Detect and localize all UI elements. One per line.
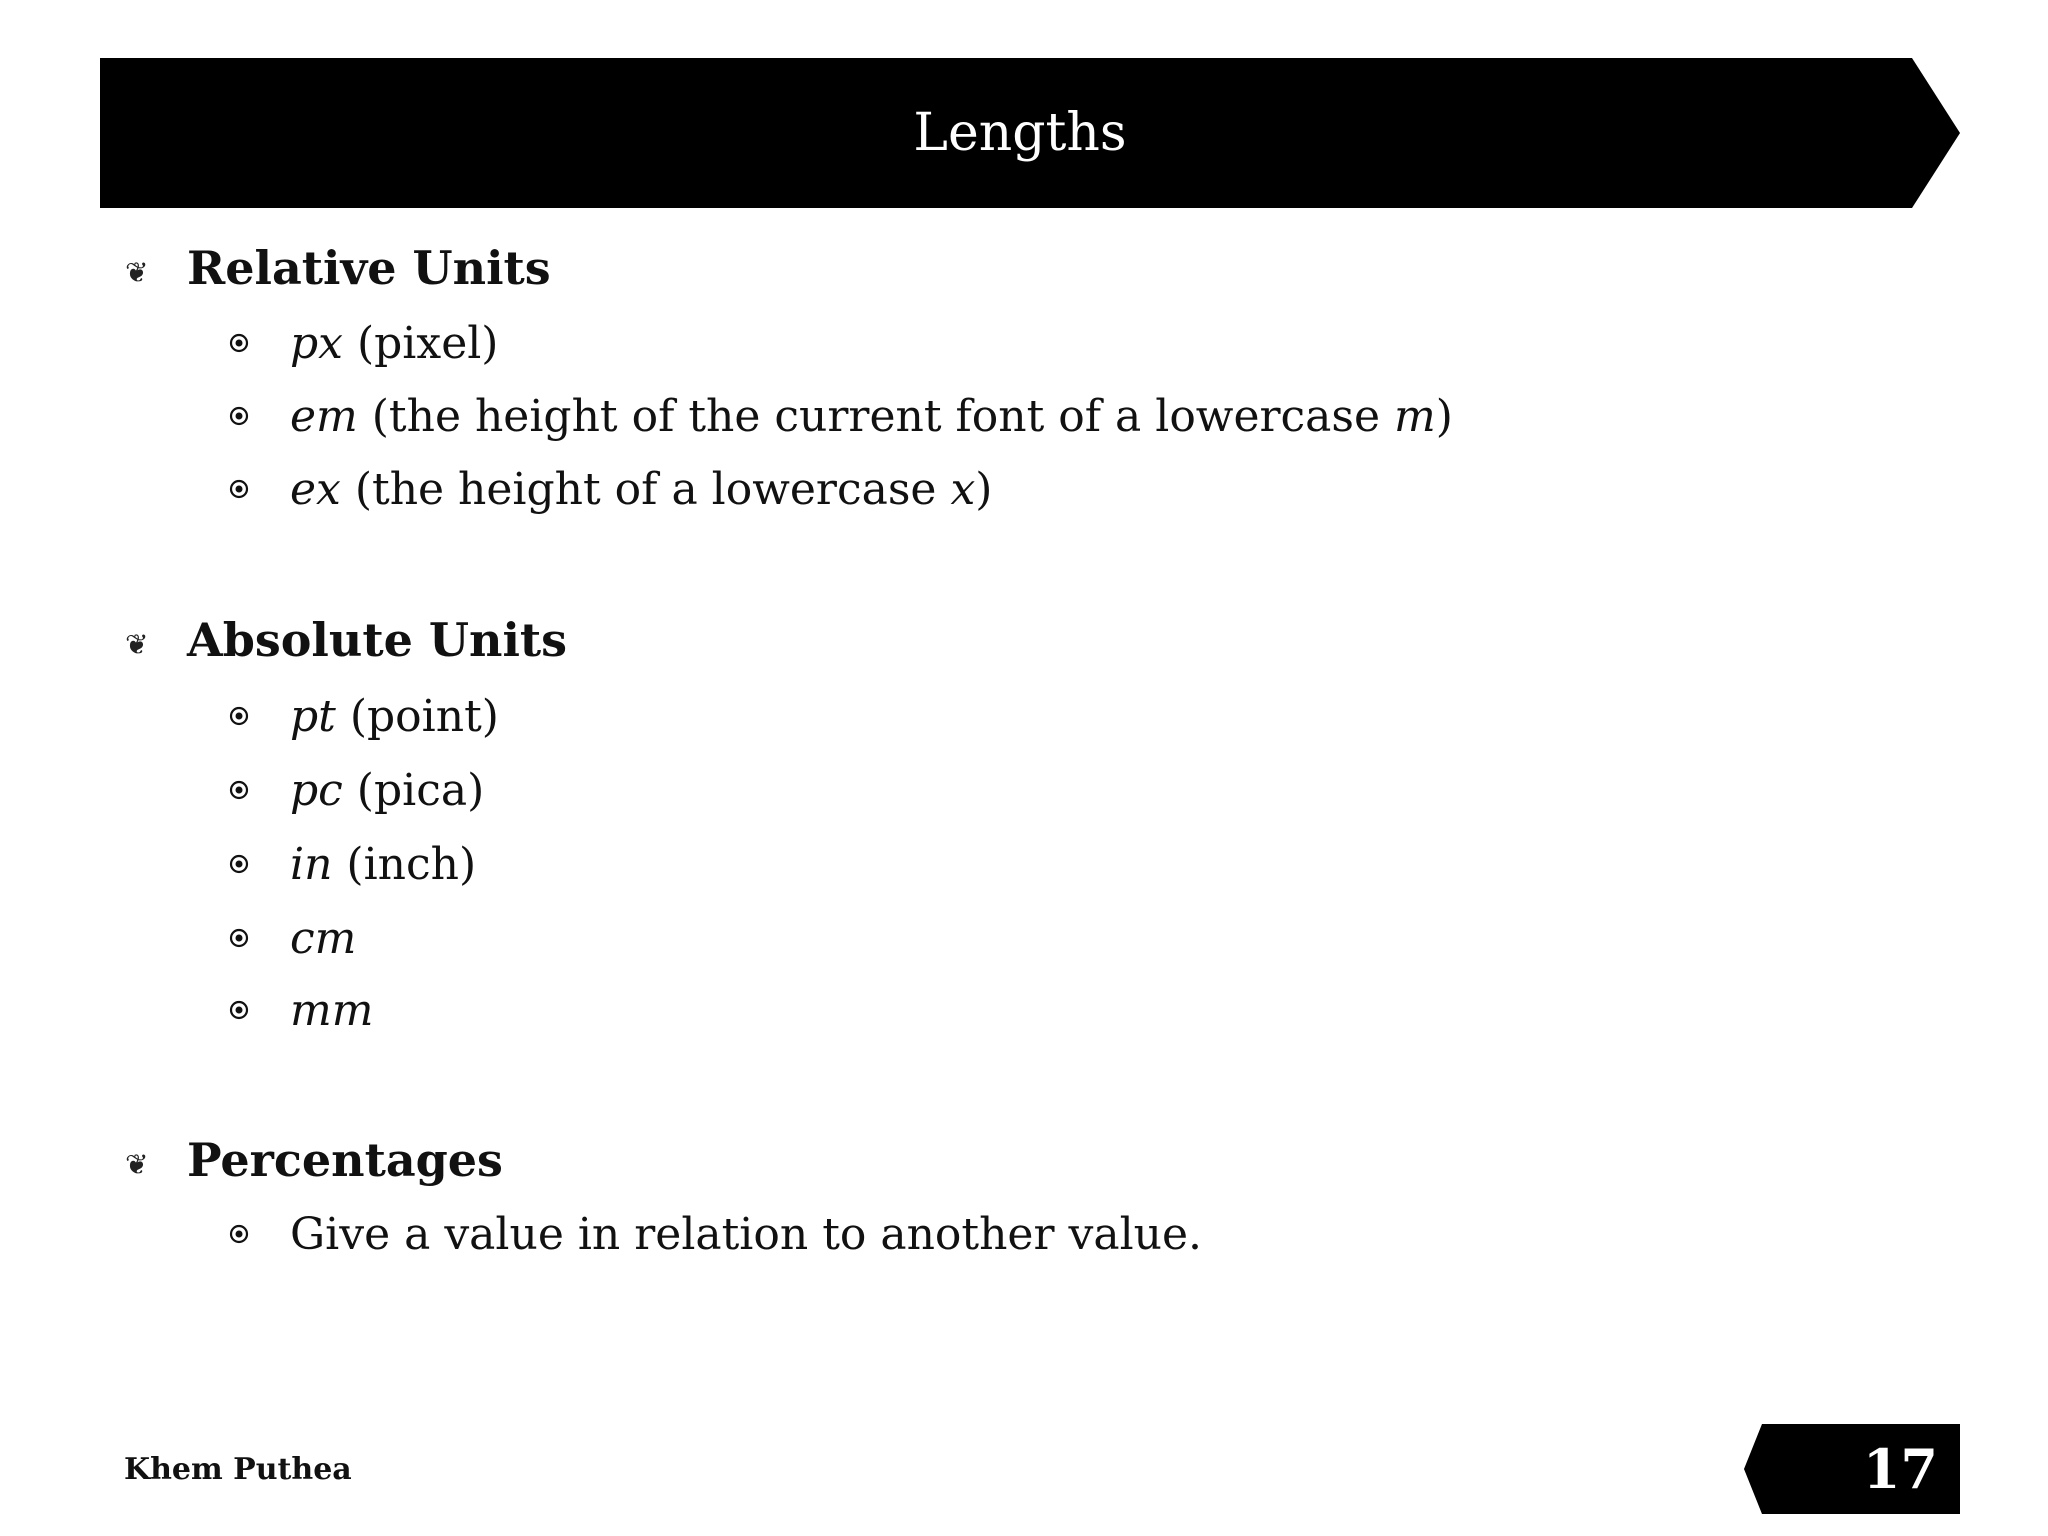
concentric-circle-bullet-icon: [228, 853, 250, 875]
list-item-text: px (pixel): [290, 317, 499, 369]
section-heading-percentages: [125, 1130, 503, 1190]
fleuron-bullet-icon: ❦: [125, 255, 149, 289]
page-number: 17: [1862, 1437, 1938, 1501]
list-item-text: pc (pica): [290, 764, 485, 816]
fleuron-bullet-icon: ❦: [125, 627, 149, 661]
section-heading-relative-units: [125, 238, 551, 298]
list-item: [228, 388, 1453, 444]
list-item-text: cm: [290, 912, 357, 964]
section-heading-label: Absolute Units: [187, 613, 568, 667]
fleuron-bullet-icon: ❦: [125, 1147, 149, 1181]
list-item-text: ex (the height of a lowercase x): [290, 463, 993, 515]
concentric-circle-bullet-icon: [228, 1223, 250, 1245]
list-item: [228, 762, 484, 818]
list-item: [228, 982, 373, 1038]
list-item: [228, 910, 356, 966]
concentric-circle-bullet-icon: [228, 705, 250, 727]
list-item: [228, 688, 499, 744]
slide-title: Lengths: [913, 103, 1127, 163]
list-item: [228, 461, 992, 517]
concentric-circle-bullet-icon: [228, 779, 250, 801]
concentric-circle-bullet-icon: [228, 999, 250, 1021]
list-item-text: pt (point): [290, 690, 499, 742]
concentric-circle-bullet-icon: [228, 332, 250, 354]
concentric-circle-bullet-icon: [228, 405, 250, 427]
concentric-circle-bullet-icon: [228, 927, 250, 949]
list-item-text: mm: [290, 984, 374, 1036]
list-item: [228, 836, 476, 892]
list-item-text: em (the height of the current font of a lowercase m): [290, 390, 1453, 442]
section-heading-label: Relative Units: [187, 241, 551, 295]
section-heading-absolute-units: [125, 610, 567, 670]
list-item-text: Give a value in relation to another value.: [290, 1208, 1203, 1260]
footer-author: Khem Puthea: [124, 1452, 352, 1487]
list-item: [228, 1206, 1202, 1262]
list-item-text: in (inch): [290, 838, 477, 890]
section-heading-label: Percentages: [187, 1133, 503, 1187]
list-item: [228, 315, 498, 371]
concentric-circle-bullet-icon: [228, 478, 250, 500]
